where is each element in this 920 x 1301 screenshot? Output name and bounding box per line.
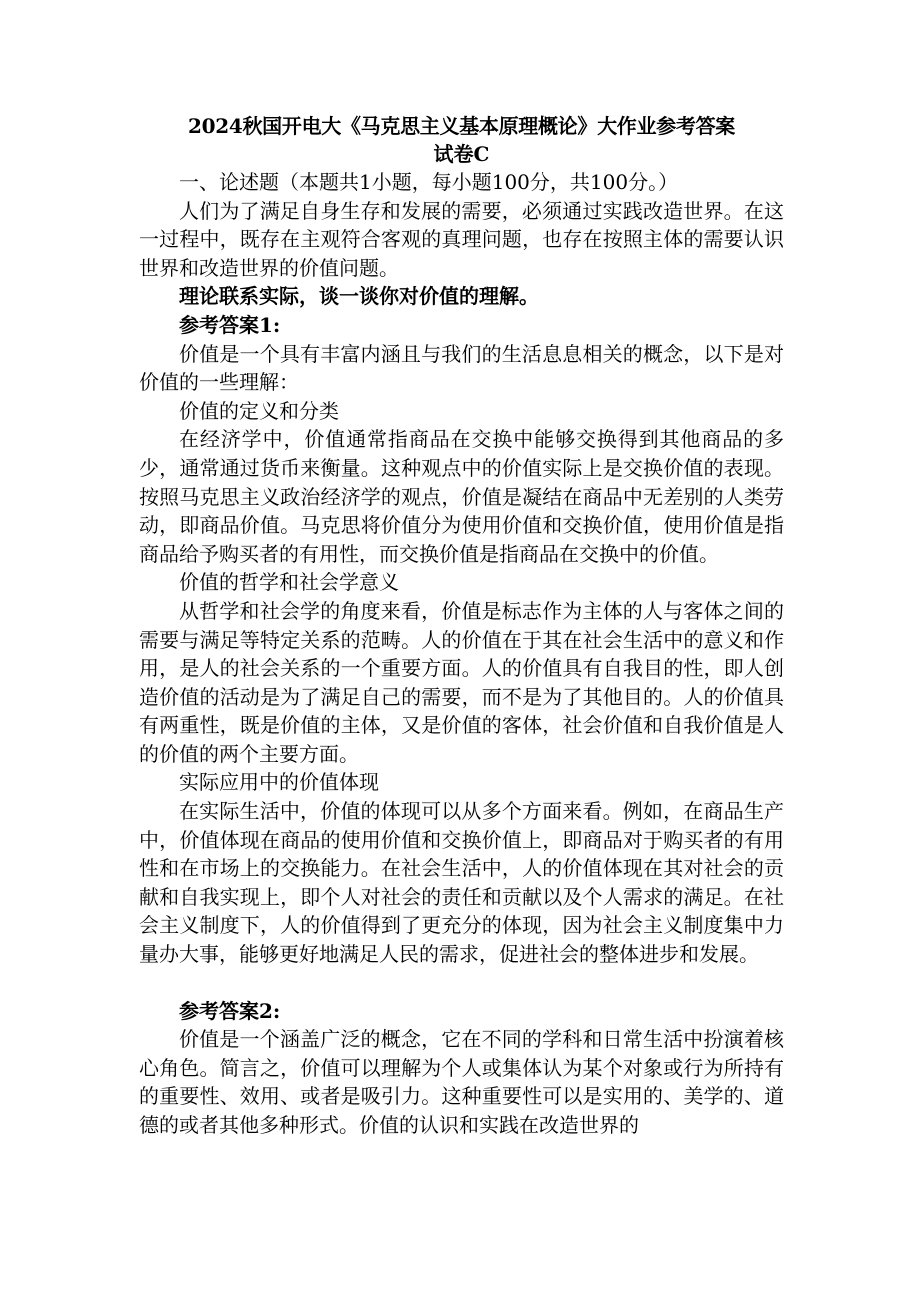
document-subtitle: 试卷C: [433, 142, 490, 166]
answer2-paragraph: 价值是一个涵盖广泛的概念，它在不同的学科和日常生活中扮演着核心角色。简言之，价值可以理解为个人或集体认为某个对象或行为所持有的重要性、效用、或者是吸引力。这种重要性可以是实用的、美学的、道德的或者其他多种形式。价值的认识和实践在改造世界的: [139, 1027, 784, 1137]
answer1-intro: 价值是一个具有丰富内涵且与我们的生活息息相关的概念，以下是对价值的一些理解：: [139, 341, 784, 395]
paragraph-gap: [139, 969, 784, 997]
answer1-subheading-philosophy: 价值的哲学和社会学意义: [179, 570, 399, 595]
question-intro: 人们为了满足自身生存和发展的需要，必须通过实践改造世界。在这一过程中，既存在主观符合客观的真理问题，也存在按照主体的需要认识世界和改造世界的价值问题。: [139, 198, 784, 280]
answer1-paragraph-definition: 在经济学中，价值通常指商品在交换中能够交换得到其他商品的多少，通常通过货币来衡量。这种观点中的价值实际上是交换价值的表现。按照马克思主义政治经济学的观点，价值是凝结在商品中无差别的人类劳动，即商品价值。马克思将价值分为使用价值和交换价值，使用价值是指商品给予购买者的有用性，而交换价值是指商品在交换中的价值。: [139, 427, 784, 566]
document-title: 2024秋国开电大《马克思主义基本原理概论》大作业参考答案: [188, 114, 735, 138]
answer1-subheading-application: 实际应用中的价值体现: [179, 770, 379, 795]
question-prompt: 理论联系实际，谈一谈你对价值的理解。: [179, 284, 539, 309]
answer1-subheading-definition: 价值的定义和分类: [179, 398, 339, 423]
answer1-label: 参考答案1:: [179, 312, 281, 337]
document-body: [139, 112, 784, 1140]
answer1-paragraph-philosophy: 从哲学和社会学的角度来看，价值是标志作为主体的人与客体之间的需要与满足等特定关系的范畴。人的价值在于其在社会生活中的意义和作用，是人的社会关系的一个重要方面。人的价值具有自我目的性，即人创造价值的活动是为了满足自己的需要，而不是为了其他目的。人的价值具有两重性，既是价值的主体，又是价值的客体，社会价值和自我价值是人的价值的两个主要方面。: [139, 598, 784, 766]
answer1-paragraph-application: 在实际生活中，价值的体现可以从多个方面来看。例如，在商品生产中，价值体现在商品的使用价值和交换价值上，即商品对于购买者的有用性和在市场上的交换能力。在社会生活中，人的价值体现在其对社会的贡献和自我实现上，即个人对社会的责任和贡献以及个人需求的满足。在社会主义制度下，人的价值得到了更充分的体现，因为社会主义制度集中力量办大事，能够更好地满足人民的需求，促进社会的整体进步和发展。: [139, 799, 784, 967]
section-heading: 一、论述题（本题共1小题，每小题100分，共100分。）: [179, 170, 679, 194]
answer2-label: 参考答案2:: [179, 998, 281, 1023]
